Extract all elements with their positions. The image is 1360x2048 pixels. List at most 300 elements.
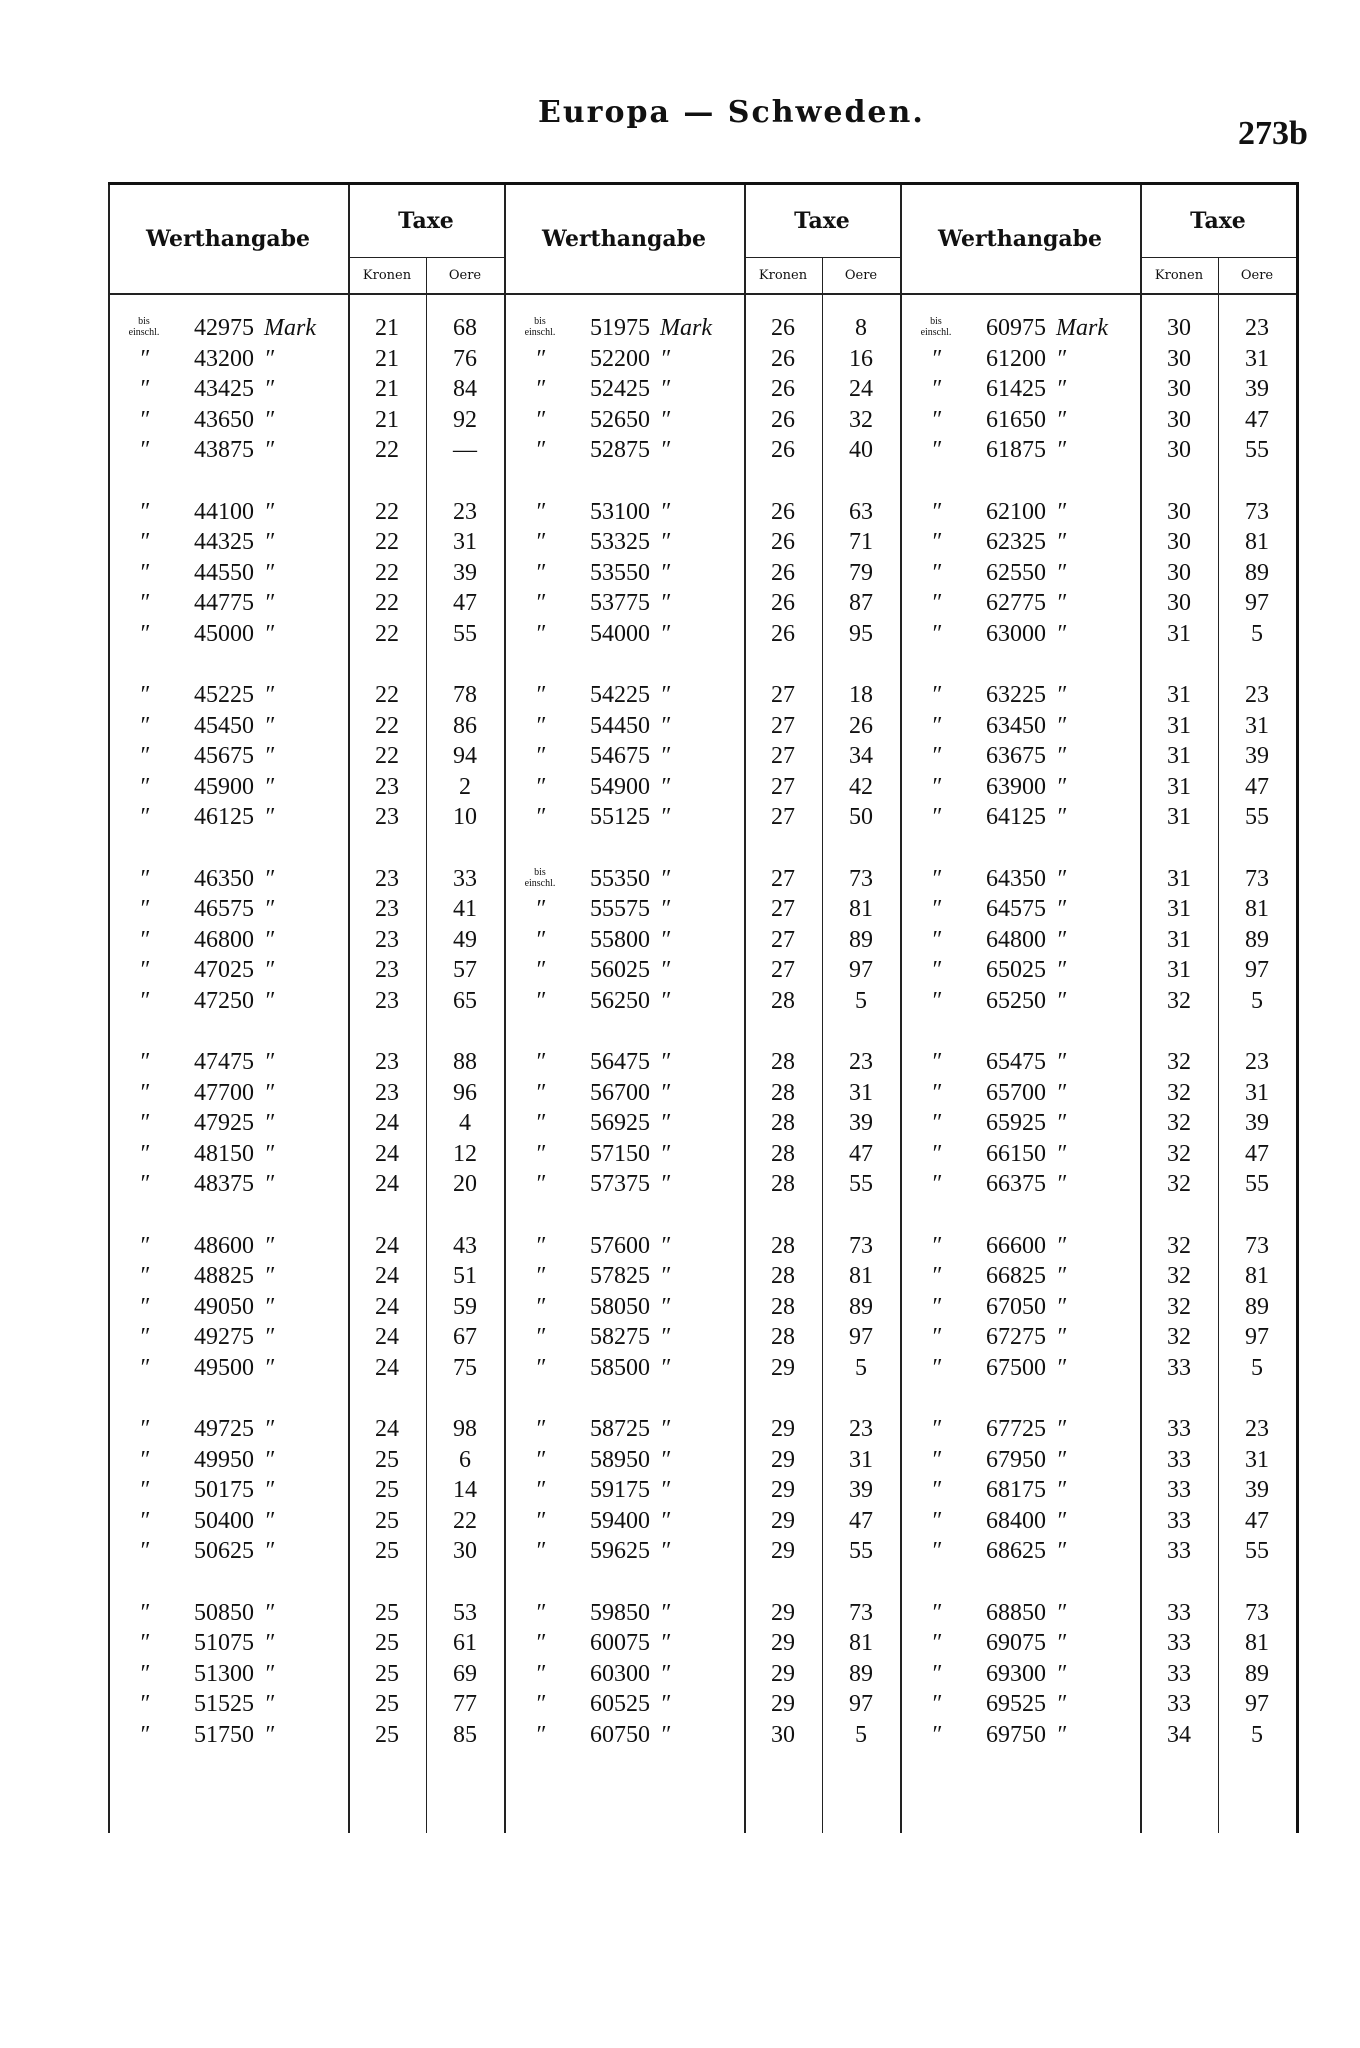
value-prefix: ″ bbox=[139, 1110, 149, 1136]
fee-kronen: 32 bbox=[1167, 987, 1191, 1014]
value-prefix: ″ bbox=[931, 1446, 941, 1473]
declared-value: 58275 bbox=[590, 1324, 650, 1350]
value-unit: ″ bbox=[660, 559, 670, 586]
value-unit: ″ bbox=[660, 1660, 670, 1687]
fee-kronen: 25 bbox=[375, 1538, 399, 1564]
fee-oere: 4 bbox=[459, 1110, 471, 1136]
table-row bbox=[504, 986, 900, 1017]
declared-value: 47925 bbox=[194, 1110, 254, 1136]
value-unit: ″ bbox=[660, 865, 670, 892]
declared-value: 66600 bbox=[986, 1232, 1046, 1259]
declared-value: 51975 bbox=[590, 315, 650, 341]
fee-kronen: 23 bbox=[375, 1049, 399, 1075]
declared-value: 46800 bbox=[194, 926, 254, 953]
fee-kronen: 21 bbox=[375, 315, 399, 341]
value-prefix: ″ bbox=[535, 987, 545, 1014]
fee-oere: 32 bbox=[849, 406, 873, 433]
declared-value: 56925 bbox=[590, 1110, 650, 1136]
fee-kronen: 31 bbox=[1167, 926, 1191, 953]
value-prefix: ″ bbox=[535, 1324, 545, 1350]
table-row bbox=[504, 1475, 900, 1506]
value-prefix: ″ bbox=[139, 1140, 149, 1167]
declared-value: 44100 bbox=[194, 498, 254, 525]
table-row bbox=[900, 405, 1296, 436]
table-body bbox=[108, 313, 504, 1750]
fee-oere: 31 bbox=[849, 1446, 873, 1473]
table-row bbox=[900, 864, 1296, 895]
fee-oere: 95 bbox=[849, 620, 873, 647]
value-prefix: ″ bbox=[139, 529, 149, 555]
fee-kronen: 23 bbox=[375, 865, 399, 892]
fee-oere: 55 bbox=[1245, 1171, 1269, 1197]
table-row bbox=[504, 344, 900, 375]
value-unit: ″ bbox=[1056, 987, 1066, 1014]
fee-kronen: 26 bbox=[771, 376, 795, 402]
table-row bbox=[900, 1353, 1296, 1384]
fee-oere: 5 bbox=[1251, 1721, 1263, 1748]
fee-oere: 39 bbox=[453, 559, 477, 586]
fee-kronen: 30 bbox=[1167, 345, 1191, 372]
table-row bbox=[900, 1292, 1296, 1323]
fee-kronen: 26 bbox=[771, 529, 795, 555]
fee-kronen: 28 bbox=[771, 1079, 795, 1106]
fee-kronen: 25 bbox=[375, 1477, 399, 1503]
value-unit: ″ bbox=[1056, 1079, 1066, 1106]
declared-value: 45450 bbox=[194, 712, 254, 739]
declared-value: 61650 bbox=[986, 406, 1046, 433]
value-prefix: ″ bbox=[931, 1140, 941, 1167]
table-row bbox=[504, 588, 900, 619]
value-prefix: ″ bbox=[139, 1507, 149, 1534]
fee-oere: 23 bbox=[1245, 682, 1269, 708]
table-row bbox=[504, 741, 900, 772]
value-prefix: ″ bbox=[139, 1079, 149, 1106]
fee-kronen: 33 bbox=[1167, 1538, 1191, 1564]
fee-kronen: 31 bbox=[1167, 865, 1191, 892]
value-prefix: ″ bbox=[931, 1660, 941, 1687]
declared-value: 52650 bbox=[590, 406, 650, 433]
value-unit: ″ bbox=[660, 987, 670, 1014]
value-prefix: ″ bbox=[139, 1324, 149, 1350]
declared-value: 66150 bbox=[986, 1140, 1046, 1167]
value-prefix: ″ bbox=[931, 926, 941, 953]
value-prefix: ″ bbox=[931, 1171, 941, 1197]
table-row bbox=[108, 680, 504, 711]
value-unit: ″ bbox=[1056, 682, 1066, 708]
fee-oere: 39 bbox=[849, 1110, 873, 1136]
fee-kronen: 29 bbox=[771, 1477, 795, 1503]
fee-kronen: 29 bbox=[771, 1507, 795, 1534]
table-row bbox=[108, 497, 504, 528]
value-prefix: ″ bbox=[535, 1171, 545, 1197]
declared-value: 49500 bbox=[194, 1354, 254, 1381]
fee-oere: 75 bbox=[453, 1354, 477, 1381]
value-prefix: ″ bbox=[931, 773, 941, 800]
table-row bbox=[108, 1108, 504, 1139]
table-row bbox=[504, 864, 900, 895]
value-unit: ″ bbox=[264, 773, 274, 800]
table-row bbox=[900, 1139, 1296, 1170]
fee-kronen: 32 bbox=[1167, 1324, 1191, 1350]
value-prefix: ″ bbox=[139, 1538, 149, 1564]
value-prefix: ″ bbox=[139, 376, 149, 402]
declared-value: 57600 bbox=[590, 1232, 650, 1259]
fee-oere: 77 bbox=[453, 1691, 477, 1717]
value-prefix: ″ bbox=[535, 1630, 545, 1656]
table-row bbox=[900, 1628, 1296, 1659]
fee-kronen: 23 bbox=[375, 773, 399, 800]
fee-kronen: 23 bbox=[375, 804, 399, 830]
table-row bbox=[504, 497, 900, 528]
value-unit: ″ bbox=[660, 743, 670, 769]
fee-kronen: 22 bbox=[375, 712, 399, 739]
header-kronen: Kronen bbox=[348, 257, 427, 293]
declared-value: 55800 bbox=[590, 926, 650, 953]
fee-kronen: 24 bbox=[375, 1171, 399, 1197]
fee-oere: 63 bbox=[849, 498, 873, 525]
value-unit: ″ bbox=[660, 345, 670, 372]
value-prefix: ″ bbox=[139, 926, 149, 953]
value-unit: ″ bbox=[1056, 1446, 1066, 1473]
table-row bbox=[504, 1598, 900, 1629]
declared-value: 63225 bbox=[986, 682, 1046, 708]
value-prefix: ″ bbox=[535, 1446, 545, 1473]
value-prefix: ″ bbox=[931, 1599, 941, 1626]
fee-oere: 73 bbox=[1245, 498, 1269, 525]
fee-oere: 5 bbox=[855, 987, 867, 1014]
declared-value: 68400 bbox=[986, 1507, 1046, 1534]
declared-value: 54900 bbox=[590, 773, 650, 800]
fee-kronen: 28 bbox=[771, 1263, 795, 1289]
value-unit: ″ bbox=[1056, 1660, 1066, 1687]
table-row bbox=[900, 1720, 1296, 1751]
declared-value: 49950 bbox=[194, 1446, 254, 1473]
table-row bbox=[900, 1322, 1296, 1353]
value-prefix: ″ bbox=[931, 743, 941, 769]
fee-kronen: 22 bbox=[375, 682, 399, 708]
value-unit: ″ bbox=[660, 682, 670, 708]
value-prefix: ″ bbox=[139, 1721, 149, 1748]
fee-oere: 23 bbox=[849, 1416, 873, 1442]
fee-oere: 71 bbox=[849, 529, 873, 555]
value-prefix: ″ bbox=[931, 345, 941, 372]
declared-value: 68175 bbox=[986, 1477, 1046, 1503]
table-row bbox=[900, 1445, 1296, 1476]
declared-value: 66375 bbox=[986, 1171, 1046, 1197]
fee-kronen: 27 bbox=[771, 896, 795, 922]
value-unit: ″ bbox=[660, 1324, 670, 1350]
value-unit: ″ bbox=[1056, 804, 1066, 830]
table-row bbox=[504, 1689, 900, 1720]
fee-oere: 47 bbox=[1245, 1507, 1269, 1534]
fee-oere: 6 bbox=[459, 1446, 471, 1473]
declared-value: 63450 bbox=[986, 712, 1046, 739]
value-unit: ″ bbox=[264, 896, 274, 922]
fee-oere: 47 bbox=[1245, 773, 1269, 800]
value-unit: ″ bbox=[660, 1507, 670, 1534]
value-prefix: ″ bbox=[931, 437, 941, 463]
table-row bbox=[900, 1261, 1296, 1292]
value-unit: ″ bbox=[1056, 773, 1066, 800]
fee-oere: 96 bbox=[453, 1079, 477, 1106]
table-row bbox=[504, 1047, 900, 1078]
fee-oere: 78 bbox=[453, 682, 477, 708]
fee-kronen: 32 bbox=[1167, 1263, 1191, 1289]
fee-kronen: 30 bbox=[1167, 376, 1191, 402]
fee-kronen: 28 bbox=[771, 1140, 795, 1167]
declared-value: 47250 bbox=[194, 987, 254, 1014]
header-kronen: Kronen bbox=[744, 257, 823, 293]
declared-value: 50175 bbox=[194, 1477, 254, 1503]
fee-oere: 18 bbox=[849, 682, 873, 708]
fee-oere: 26 bbox=[849, 712, 873, 739]
declared-value: 56700 bbox=[590, 1079, 650, 1106]
fee-kronen: 27 bbox=[771, 926, 795, 953]
fee-oere: 89 bbox=[1245, 926, 1269, 953]
value-prefix: ″ bbox=[535, 1232, 545, 1259]
fee-kronen: 30 bbox=[1167, 559, 1191, 586]
value-prefix: ″ bbox=[931, 1507, 941, 1534]
value-unit: ″ bbox=[264, 498, 274, 525]
table-row bbox=[108, 894, 504, 925]
declared-value: 53775 bbox=[590, 590, 650, 616]
declared-value: 60975 bbox=[986, 315, 1046, 341]
declared-value: 60075 bbox=[590, 1630, 650, 1656]
declared-value: 50625 bbox=[194, 1538, 254, 1564]
declared-value: 55575 bbox=[590, 896, 650, 922]
table-row bbox=[900, 588, 1296, 619]
table-row bbox=[108, 1353, 504, 1384]
value-prefix: ″ bbox=[535, 1140, 545, 1167]
value-prefix: ″ bbox=[535, 559, 545, 586]
declared-value: 64575 bbox=[986, 896, 1046, 922]
value-unit: ″ bbox=[264, 987, 274, 1014]
fee-kronen: 29 bbox=[771, 1599, 795, 1626]
value-prefix: ″ bbox=[931, 1049, 941, 1075]
value-unit: ″ bbox=[1056, 345, 1066, 372]
value-unit: ″ bbox=[1056, 1263, 1066, 1289]
table-row bbox=[504, 1108, 900, 1139]
fee-oere: 23 bbox=[453, 498, 477, 525]
value-prefix: ″ bbox=[931, 1293, 941, 1320]
declared-value: 61425 bbox=[986, 376, 1046, 402]
table-row bbox=[504, 925, 900, 956]
fee-oere: 51 bbox=[453, 1263, 477, 1289]
declared-value: 63000 bbox=[986, 620, 1046, 647]
fee-oere: 73 bbox=[1245, 1232, 1269, 1259]
fee-kronen: 25 bbox=[375, 1446, 399, 1473]
header-oere: Oere bbox=[448, 267, 482, 283]
fee-kronen: 26 bbox=[771, 498, 795, 525]
value-unit: ″ bbox=[264, 743, 274, 769]
table-row bbox=[504, 680, 900, 711]
value-prefix: ″ bbox=[535, 957, 545, 983]
fee-kronen: 30 bbox=[1167, 498, 1191, 525]
value-unit: ″ bbox=[660, 1140, 670, 1167]
fee-oere: 47 bbox=[453, 590, 477, 616]
value-unit: ″ bbox=[1056, 1477, 1066, 1503]
fee-kronen: 31 bbox=[1167, 896, 1191, 922]
value-unit: ″ bbox=[660, 773, 670, 800]
value-unit: ″ bbox=[1056, 1232, 1066, 1259]
value-prefix: ″ bbox=[139, 896, 149, 922]
declared-value: 69525 bbox=[986, 1691, 1046, 1717]
header-oere: Oere bbox=[1240, 267, 1274, 283]
value-unit: ″ bbox=[1056, 1721, 1066, 1748]
table-row bbox=[504, 802, 900, 833]
fee-oere: 89 bbox=[1245, 559, 1269, 586]
fee-kronen: 28 bbox=[771, 1232, 795, 1259]
declared-value: 69300 bbox=[986, 1660, 1046, 1687]
value-prefix: ″ bbox=[535, 1477, 545, 1503]
fee-kronen: 33 bbox=[1167, 1416, 1191, 1442]
fee-oere: 59 bbox=[453, 1293, 477, 1320]
table-row bbox=[900, 1536, 1296, 1567]
value-unit: ″ bbox=[264, 1691, 274, 1717]
value-prefix: ″ bbox=[535, 529, 545, 555]
table-row bbox=[900, 1078, 1296, 1109]
value-prefix: ″ bbox=[139, 345, 149, 372]
table-row bbox=[900, 955, 1296, 986]
declared-value: 51750 bbox=[194, 1721, 254, 1748]
fee-oere: 73 bbox=[1245, 865, 1269, 892]
fee-kronen: 25 bbox=[375, 1630, 399, 1656]
fee-kronen: 22 bbox=[375, 559, 399, 586]
table-row bbox=[900, 986, 1296, 1017]
table-row bbox=[504, 313, 900, 344]
value-unit: ″ bbox=[1056, 406, 1066, 433]
value-prefix: ″ bbox=[535, 590, 545, 616]
value-unit: Mark bbox=[660, 315, 712, 341]
value-prefix: ″ bbox=[931, 620, 941, 647]
declared-value: 68625 bbox=[986, 1538, 1046, 1564]
declared-value: 55350 bbox=[590, 865, 650, 892]
fee-oere: 61 bbox=[453, 1630, 477, 1656]
fee-kronen: 27 bbox=[771, 712, 795, 739]
fee-oere: 31 bbox=[1245, 345, 1269, 372]
declared-value: 43200 bbox=[194, 345, 254, 372]
value-prefix: ″ bbox=[139, 559, 149, 586]
table-row bbox=[504, 1292, 900, 1323]
table-row bbox=[108, 1628, 504, 1659]
table-row bbox=[108, 313, 504, 344]
fee-kronen: 33 bbox=[1167, 1599, 1191, 1626]
table-row bbox=[108, 1139, 504, 1170]
declared-value: 56025 bbox=[590, 957, 650, 983]
value-unit: ″ bbox=[1056, 559, 1066, 586]
value-prefix: ″ bbox=[931, 590, 941, 616]
declared-value: 48825 bbox=[194, 1263, 254, 1289]
value-unit: ″ bbox=[264, 1293, 274, 1320]
header-oere: Oere bbox=[844, 267, 878, 283]
table-row bbox=[900, 619, 1296, 650]
value-unit: ″ bbox=[264, 865, 274, 892]
table-row bbox=[504, 894, 900, 925]
value-prefix: ″ bbox=[535, 1079, 545, 1106]
header-kronen: Kronen bbox=[1140, 257, 1219, 293]
value-prefix: ″ bbox=[931, 987, 941, 1014]
declared-value: 57150 bbox=[590, 1140, 650, 1167]
declared-value: 65925 bbox=[986, 1110, 1046, 1136]
fee-oere: 24 bbox=[849, 376, 873, 402]
fee-kronen: 23 bbox=[375, 957, 399, 983]
value-unit: ″ bbox=[264, 406, 274, 433]
table-row bbox=[900, 1475, 1296, 1506]
fee-kronen: 32 bbox=[1167, 1293, 1191, 1320]
table-row bbox=[900, 1689, 1296, 1720]
fee-kronen: 31 bbox=[1167, 682, 1191, 708]
value-prefix: ″ bbox=[535, 896, 545, 922]
fee-oere: 67 bbox=[453, 1324, 477, 1350]
fee-oere: 23 bbox=[1245, 1049, 1269, 1075]
fee-kronen: 25 bbox=[375, 1599, 399, 1626]
table-row bbox=[108, 1506, 504, 1537]
declared-value: 48375 bbox=[194, 1171, 254, 1197]
fee-kronen: 21 bbox=[375, 345, 399, 372]
declared-value: 61875 bbox=[986, 437, 1046, 463]
declared-value: 52875 bbox=[590, 437, 650, 463]
fee-oere: 69 bbox=[453, 1660, 477, 1687]
fee-kronen: 22 bbox=[375, 590, 399, 616]
fee-kronen: 26 bbox=[771, 620, 795, 647]
value-prefix: ″ bbox=[139, 1049, 149, 1075]
fee-kronen: 33 bbox=[1167, 1354, 1191, 1381]
declared-value: 57825 bbox=[590, 1263, 650, 1289]
fee-oere: 5 bbox=[1251, 987, 1263, 1014]
declared-value: 65475 bbox=[986, 1049, 1046, 1075]
value-unit: ″ bbox=[1056, 498, 1066, 525]
fee-oere: 73 bbox=[849, 1599, 873, 1626]
fee-kronen: 33 bbox=[1167, 1660, 1191, 1687]
declared-value: 69075 bbox=[986, 1630, 1046, 1656]
value-unit: ″ bbox=[660, 1293, 670, 1320]
value-unit: ″ bbox=[1056, 1599, 1066, 1626]
value-unit: ″ bbox=[660, 1110, 670, 1136]
declared-value: 60525 bbox=[590, 1691, 650, 1717]
fee-kronen: 32 bbox=[1167, 1079, 1191, 1106]
declared-value: 56475 bbox=[590, 1049, 650, 1075]
table-row bbox=[108, 772, 504, 803]
fee-kronen: 30 bbox=[1167, 529, 1191, 555]
value-prefix: ″ bbox=[139, 1232, 149, 1259]
fee-kronen: 31 bbox=[1167, 712, 1191, 739]
table-row bbox=[504, 558, 900, 589]
value-unit: ″ bbox=[1056, 529, 1066, 555]
table-row bbox=[900, 1231, 1296, 1262]
fee-oere: 5 bbox=[1251, 620, 1263, 647]
declared-value: 44550 bbox=[194, 559, 254, 586]
value-unit: ″ bbox=[660, 1477, 670, 1503]
fee-oere: 40 bbox=[849, 437, 873, 463]
fee-oere: 97 bbox=[1245, 590, 1269, 616]
fee-kronen: 25 bbox=[375, 1691, 399, 1717]
table-row bbox=[504, 1506, 900, 1537]
declared-value: 54675 bbox=[590, 743, 650, 769]
value-unit: ″ bbox=[660, 620, 670, 647]
value-unit: ″ bbox=[1056, 1293, 1066, 1320]
header-taxe: Taxe bbox=[348, 185, 504, 258]
table-row bbox=[108, 986, 504, 1017]
fee-kronen: 33 bbox=[1167, 1477, 1191, 1503]
fee-oere: 89 bbox=[1245, 1293, 1269, 1320]
declared-value: 46575 bbox=[194, 896, 254, 922]
value-prefix: ″ bbox=[931, 804, 941, 830]
table-row bbox=[504, 527, 900, 558]
value-unit: ″ bbox=[660, 712, 670, 739]
table-row bbox=[900, 344, 1296, 375]
value-unit: ″ bbox=[264, 804, 274, 830]
table-row bbox=[108, 1261, 504, 1292]
